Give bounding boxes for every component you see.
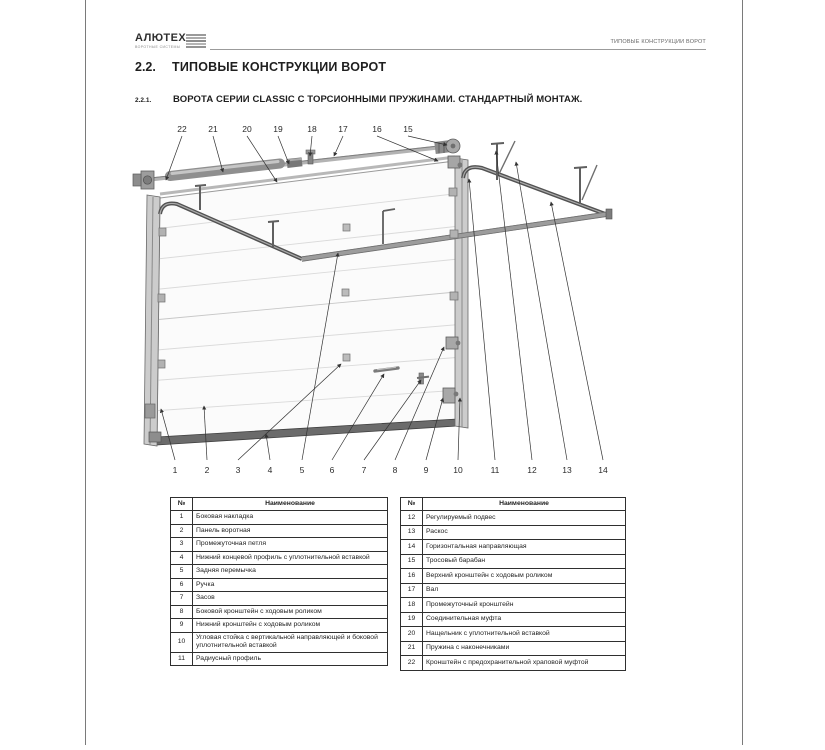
part-row (401, 627, 626, 642)
part-row (401, 598, 626, 613)
callout-number: 5 (299, 465, 305, 475)
callout-arrow (334, 136, 343, 156)
door-panel (157, 161, 457, 441)
part-row (171, 592, 388, 606)
callout-number: 12 (527, 465, 537, 475)
callout-arrow (551, 202, 603, 460)
callout-number: 11 (490, 465, 500, 475)
part-row (171, 619, 388, 633)
header-rule (210, 49, 706, 50)
part-name-cell: Радиусный профиль (193, 652, 388, 666)
part-row (171, 652, 388, 666)
callout-number: 17 (338, 124, 348, 134)
part-number-cell: 8 (171, 605, 193, 619)
logo-title: АЛЮТЕХ (135, 32, 187, 44)
running-header-title: ТИПОВЫЕ КОНСТРУКЦИИ ВОРОТ (610, 39, 706, 45)
page-left-border (85, 0, 86, 745)
part-name-cell: Нижний кронштейн с ходовым роликом (193, 619, 388, 633)
part-number-cell: 20 (401, 627, 423, 642)
callout-arrow (496, 151, 532, 460)
part-name-cell: Угловая стойка с вертикальной направляющей и боковой уплотнительной вставкой (193, 632, 388, 652)
part-name-cell: Тросовый барабан (423, 554, 626, 569)
callout-number: 8 (392, 465, 398, 475)
callout-arrow (408, 136, 447, 145)
part-name-cell: Вал (423, 583, 626, 598)
part-name-cell: Промежуточный кронштейн (423, 598, 626, 613)
part-name-cell: Верхний кронштейн с ходовым роликом (423, 569, 626, 584)
part-name-cell: Задняя перемычка (193, 565, 388, 579)
company-logo (135, 33, 186, 49)
callout-number: 4 (267, 465, 273, 475)
table-header-num: № (171, 498, 193, 511)
part-name-cell: Кронштейн с предохранительной храповой муфтой (423, 656, 626, 671)
table-header-num: № (401, 498, 423, 511)
table-header-name: Наименование (193, 498, 388, 511)
part-name-cell: Засов (193, 592, 388, 606)
subsection-number: 2.2.1. (135, 97, 152, 104)
callout-number: 21 (208, 124, 218, 134)
part-row (171, 538, 388, 552)
part-number-cell: 19 (401, 612, 423, 627)
part-number-cell: 21 (401, 641, 423, 656)
part-number-cell: 9 (171, 619, 193, 633)
part-number-cell: 5 (171, 565, 193, 579)
callout-number: 20 (242, 124, 252, 134)
section-heading (135, 60, 386, 74)
part-name-cell: Пружина с наконечниками (423, 641, 626, 656)
part-name-cell: Соединительная муфта (423, 612, 626, 627)
part-number-cell: 7 (171, 592, 193, 606)
logo-subtitle: ВОРОТНЫЕ СИСТЕМЫ (135, 45, 181, 49)
part-number-cell: 2 (171, 524, 193, 538)
table-header-name: Наименование (423, 498, 626, 511)
part-row (171, 632, 388, 652)
part-number-cell: 22 (401, 656, 423, 671)
callout-number: 7 (361, 465, 367, 475)
part-name-cell: Нижний концевой профиль с уплотнительной вставкой (193, 551, 388, 565)
end-bracket-ratchet (133, 171, 154, 189)
cable-drum (435, 139, 460, 154)
part-row (401, 612, 626, 627)
part-name-cell: Раскос (423, 525, 626, 540)
part-number-cell: 16 (401, 569, 423, 584)
callout-number: 6 (329, 465, 335, 475)
part-row (401, 656, 626, 671)
callout-number: 3 (235, 465, 241, 475)
part-number-cell: 18 (401, 598, 423, 613)
section-title: ТИПОВЫЕ КОНСТРУКЦИИ ВОРОТ (172, 60, 387, 74)
part-row (401, 525, 626, 540)
torsion-spring (170, 162, 280, 177)
part-row (401, 554, 626, 569)
callout-number: 16 (372, 124, 382, 134)
part-name-cell: Горизонтальная направляющая (423, 540, 626, 555)
part-number-cell: 3 (171, 538, 193, 552)
part-name-cell: Боковая накладка (193, 511, 388, 525)
callout-number: 15 (403, 124, 413, 134)
part-number-cell: 12 (401, 511, 423, 526)
callout-number: 2 (204, 465, 210, 475)
callout-arrow (469, 179, 495, 460)
part-row (401, 511, 626, 526)
top-roller-bracket (448, 156, 463, 168)
part-row (171, 605, 388, 619)
part-row (171, 511, 388, 525)
part-number-cell: 17 (401, 583, 423, 598)
part-row (401, 540, 626, 555)
part-number-cell: 13 (401, 525, 423, 540)
part-number-cell: 15 (401, 554, 423, 569)
callout-number: 18 (307, 124, 317, 134)
part-name-cell: Боковой кронштейн с ходовым роликом (193, 605, 388, 619)
part-name-cell: Промежуточная петля (193, 538, 388, 552)
callout-number: 19 (273, 124, 283, 134)
door-assembly-diagram (130, 116, 680, 483)
callout-number: 14 (598, 465, 608, 475)
part-number-cell: 6 (171, 578, 193, 592)
part-name-cell: Панель воротная (193, 524, 388, 538)
part-row (171, 524, 388, 538)
part-number-cell: 11 (171, 652, 193, 666)
callout-arrow (516, 162, 567, 460)
part-number-cell: 10 (171, 632, 193, 652)
part-row (401, 641, 626, 656)
callout-number: 9 (423, 465, 429, 475)
subsection-title: ВОРОТА СЕРИИ CLASSIC С ТОРСИОННЫМИ ПРУЖИНАМИ. СТАНДАРТНЫЙ МОНТАЖ. (173, 94, 583, 105)
side-roller-bracket (446, 337, 460, 349)
callout-arrow (247, 136, 277, 182)
section-number: 2.2. (135, 60, 156, 74)
callout-number: 22 (177, 124, 187, 134)
part-row (171, 565, 388, 579)
subsection-heading (135, 94, 582, 105)
part-name-cell: Нащельник с уплотнительной вставкой (423, 627, 626, 642)
callout-number: 10 (453, 465, 463, 475)
part-number-cell: 4 (171, 551, 193, 565)
part-name-cell: Ручка (193, 578, 388, 592)
callout-number: 1 (172, 465, 178, 475)
callout-number: 13 (562, 465, 572, 475)
parts-table-right (400, 497, 626, 671)
part-number-cell: 14 (401, 540, 423, 555)
part-number-cell: 1 (171, 511, 193, 525)
part-row (171, 551, 388, 565)
coupling (287, 159, 302, 164)
logo-stripes-icon (186, 34, 206, 50)
parts-table-left (170, 497, 388, 666)
part-row (401, 569, 626, 584)
part-row (171, 578, 388, 592)
page-right-border (742, 0, 743, 745)
part-row (401, 583, 626, 598)
part-name-cell: Регулируемый подвес (423, 511, 626, 526)
